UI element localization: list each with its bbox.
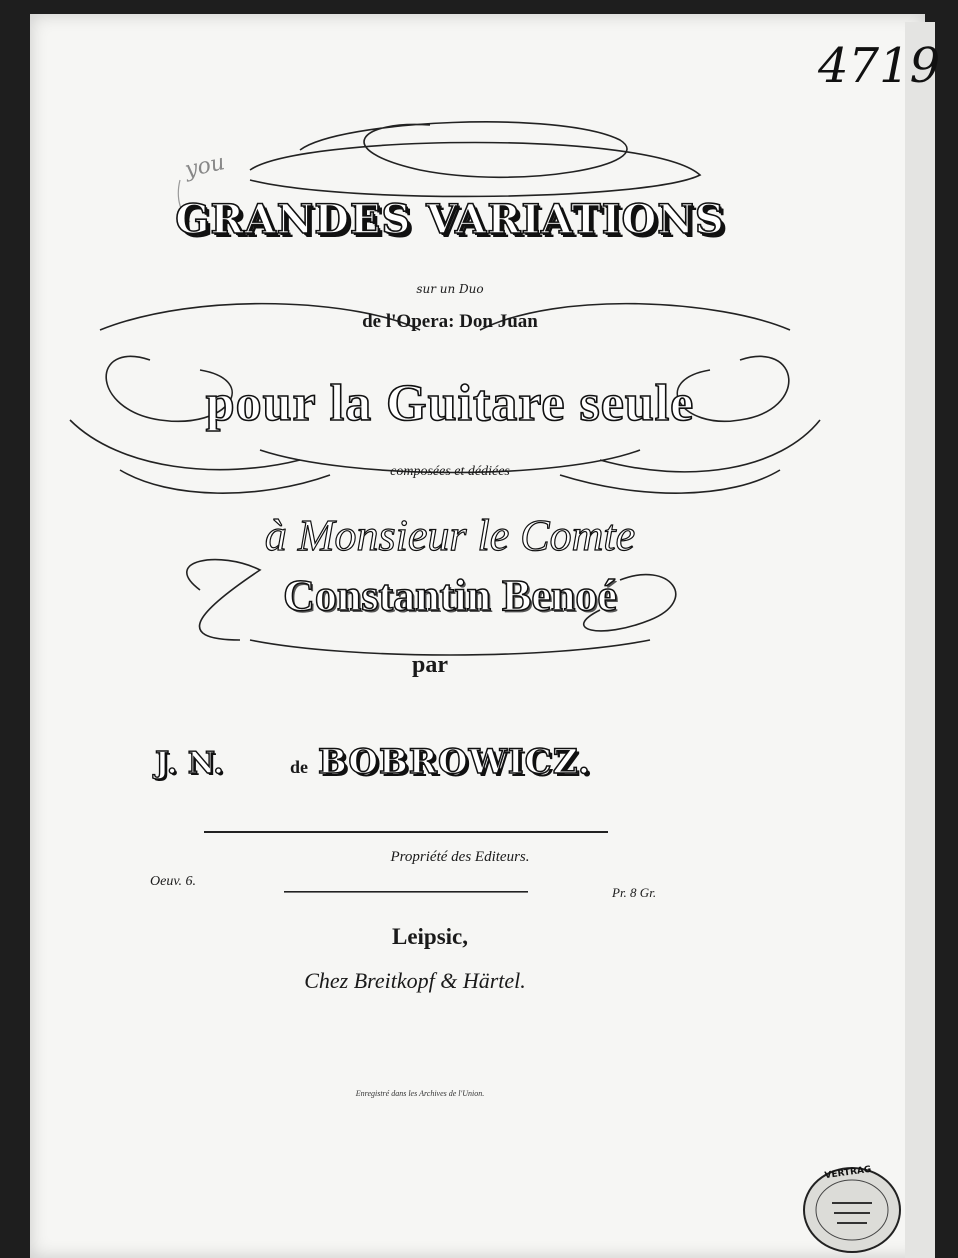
price: Pr. 8 Gr. xyxy=(612,885,657,900)
registration-notice: Enregistré dans les Archives de l'Union. xyxy=(355,1089,485,1098)
composed-dedicated: composées et dédiées xyxy=(390,464,510,479)
flourish-composed-left xyxy=(120,470,330,493)
composer-surname: BOBROWICZ. xyxy=(318,742,591,782)
subtitle-opera: de l'Opera: Don Juan xyxy=(362,311,538,332)
dedicatee-title: à Monsieur le Comte xyxy=(264,511,636,560)
dedicatee-name: Constantin Benoé xyxy=(283,571,617,620)
work-title: GRANDES VARIATIONS xyxy=(175,196,725,243)
stamp-text: VERTRAG xyxy=(824,1164,872,1182)
flourish-top xyxy=(300,122,627,177)
by-line: par xyxy=(412,652,448,678)
flourish-composed-right xyxy=(560,470,780,493)
composer-initials: J. N. xyxy=(155,746,224,781)
subtitle-duo: sur un Duo xyxy=(416,282,484,296)
flourish-top-2 xyxy=(250,143,700,197)
composer-particle: de xyxy=(290,757,308,777)
instrument-line: pour la Guitare seule xyxy=(205,375,695,432)
publisher: Chez Breitkopf & Härtel. xyxy=(304,968,526,993)
separator-rule-long xyxy=(204,831,608,833)
opus-number: Oeuv. 6. xyxy=(150,874,196,889)
publication-city: Leipsic, xyxy=(391,924,469,949)
handwritten-inventory-number: 4719 xyxy=(818,38,941,94)
rights-notice: Propriété des Editeurs. xyxy=(390,849,530,865)
separator-rule-short xyxy=(284,891,528,893)
library-stamp xyxy=(792,1148,904,1254)
pencil-note: you xyxy=(182,150,228,183)
